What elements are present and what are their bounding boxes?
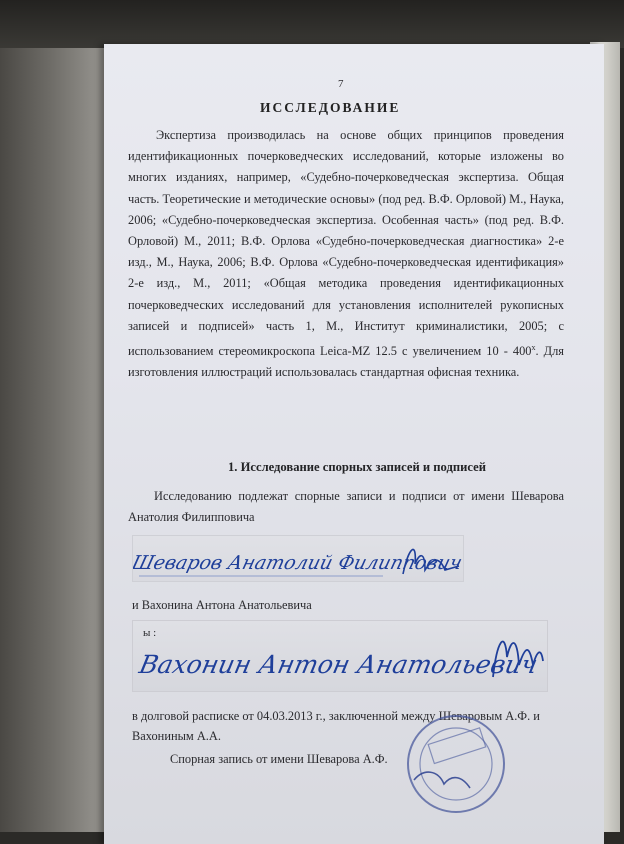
signature-sheverov-text: Шеваров Анатолий Филиппович <box>133 551 463 574</box>
methodology-text-tail: . Для изготовления иллюстраций использовалась стандартная офисная техника. <box>128 344 564 380</box>
signature-sample-sheverov <box>132 535 464 582</box>
page-number: 7 <box>338 78 344 90</box>
receipt-line-2: Вахониным А.А. <box>132 729 221 743</box>
page-heading: ИССЛЕДОВАНИЕ <box>260 100 401 115</box>
signature-sheverov-image <box>133 536 463 581</box>
vakhonin-label: и Вахонина Антона Анатольевича <box>132 598 312 612</box>
stamp-seal <box>394 708 514 818</box>
methodology-paragraph <box>128 125 564 384</box>
margin-mark: ы : <box>143 627 157 639</box>
disputed-record-line: Спорная запись от имени Шеварова А.Ф. <box>170 752 388 766</box>
background-top-shadow <box>0 0 624 48</box>
background-left-page <box>0 0 112 832</box>
signature-vakhonin-text: Вахонин Антон Анатольевич <box>136 650 541 679</box>
subject-paragraph: Исследованию подлежат спорные записи и подписи от имени Шеварова Анатолия Филипповича <box>128 489 564 525</box>
methodology-text: Экспертиза производилась на основе общих принципов проведения идентификационных почерковедческих исследований, которые изложены во многих изданиях, например, «Судебно-почерковедческая экспертиза. Общая часть. Теоретические и методические основы» (под ред. В.Ф. Орловой) М., Наука, 2006; «Судебно-почерковедческая экспертиза. Особенная часть» (под ред. В.Ф. Орловой) М., 2011; В.Ф. Орлова «Судебно-почерковедческая диагностика» 2-е изд., М., Наука, 2006; В.Ф. Орлова «Судебно-почерковедческая идентификация» 2-е изд., М., 2011; «Общая методика проведения идентификационных почерковедческих исследований для установления исполнителей рукописных записей и подписей» часть 1, М., Институт криминалистики, 2005; с использованием стереомикроскопа Leica-MZ 12.5 с увеличением 10 - 400 <box>128 128 564 359</box>
signature-vakhonin-image <box>133 621 547 691</box>
section-title: 1. Исследование спорных записей и подписей <box>228 460 486 474</box>
magnification-superscript: x <box>531 343 536 353</box>
receipt-line-1: в долговой расписке от 04.03.2013 г., заключенной между Шеваровым А.Ф. и <box>132 709 540 723</box>
signature-sample-vakhonin <box>132 620 548 692</box>
